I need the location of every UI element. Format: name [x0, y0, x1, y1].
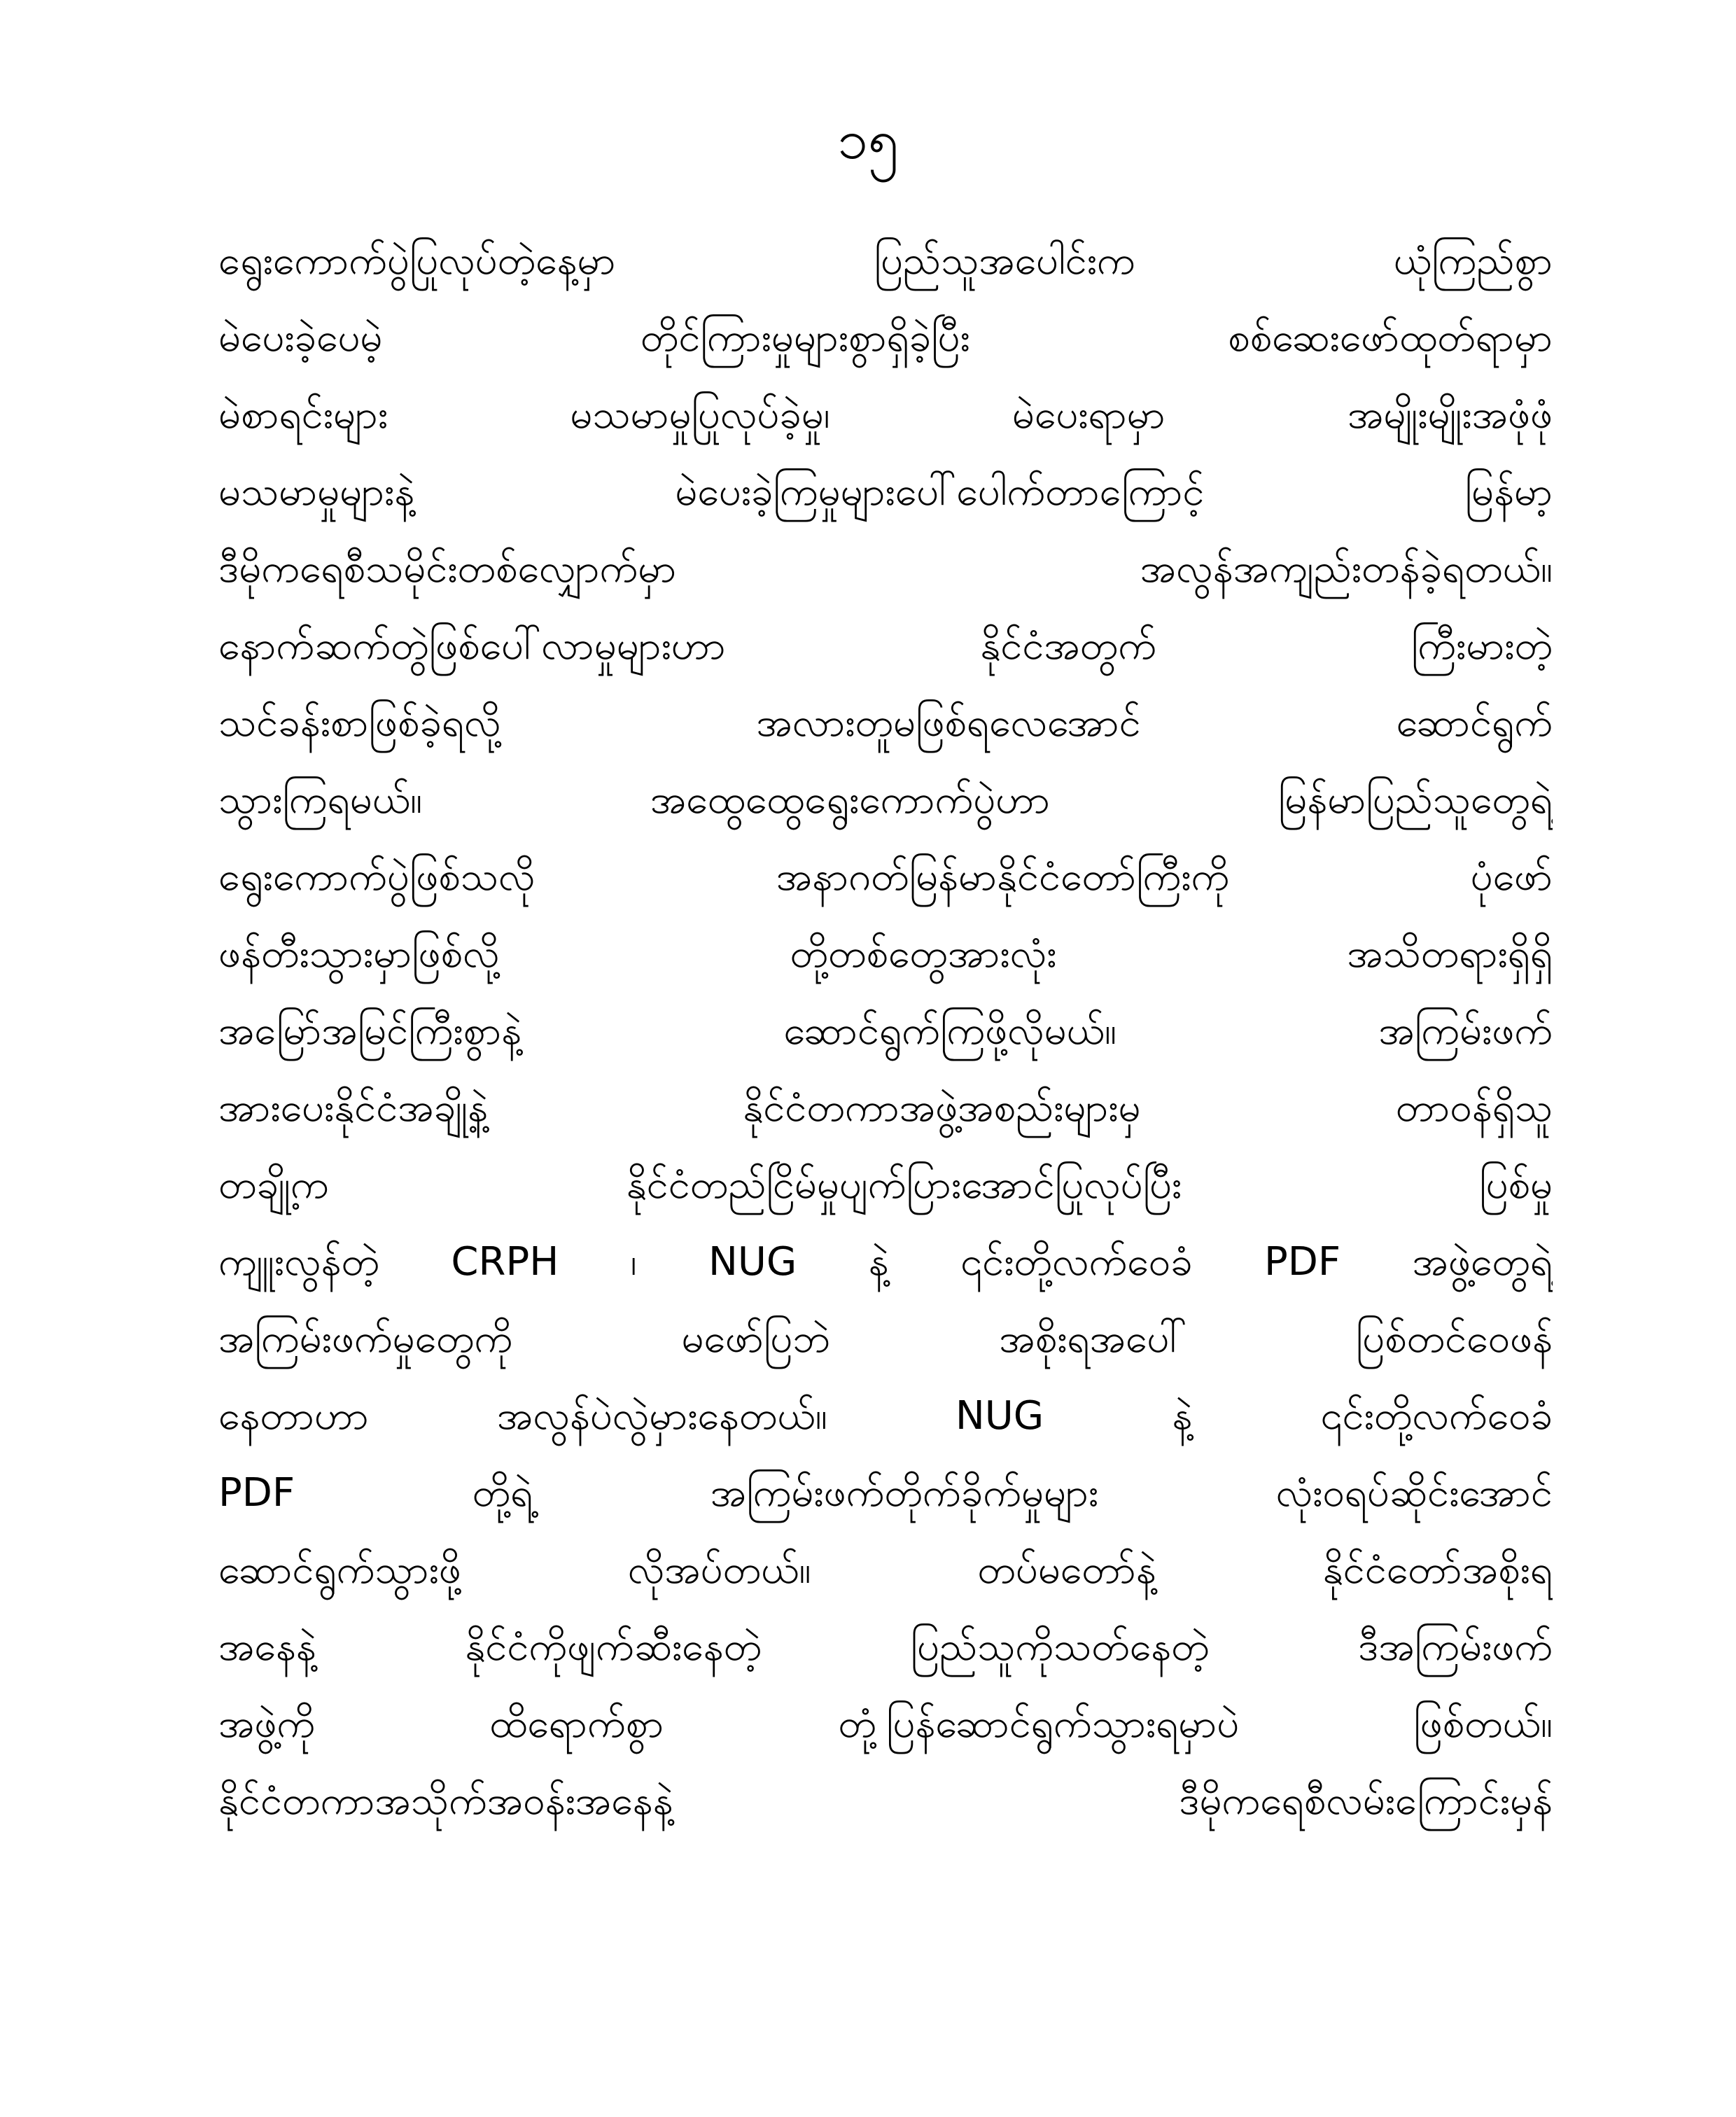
text-line: အမြော်အမြင်ကြီးစွာနဲ့ ဆောင်ရွက်ကြဖို့လိုမယ်။ အကြမ်းဖက်: [218, 1008, 1553, 1054]
text-line: အားပေးနိုင်ငံအချို့နဲ့ နိုင်ငံတကာအဖွဲ့အစည်းများမှ တာဝန်ရှိသူ: [218, 1085, 1553, 1131]
body-paragraph: [218, 223, 1553, 1840]
text-line: မဲစာရင်းများ မသမာမှုပြုလုပ်ခဲ့မှု၊ မဲပေးရာမှာ အမျိုးမျိုးအဖုံဖုံ: [218, 392, 1553, 438]
text-line: သွားကြရမယ်။ အထွေထွေရွေးကောက်ပွဲဟာ မြန်မာပြည်သူတွေရဲ့: [218, 777, 1553, 823]
text-line: ရွေးကောက်ပွဲပြုလုပ်တဲ့နေ့မှာ ပြည်သူအပေါင်းက ယုံကြည်စွာ: [218, 238, 1553, 284]
text-line: တချို့က နိုင်ငံတည်ငြိမ်မှုပျက်ပြားအောင်ပြုလုပ်ပြီး ပြစ်မှု: [218, 1162, 1553, 1208]
text-line: နေတာဟာ အလွန်ပဲလွဲမှားနေတယ်။ NUG နဲ့ ၎င်းတို့လက်ဝေခံ: [218, 1393, 1553, 1439]
text-line: ကျူးလွန်တဲ့ CRPH ၊ NUG နဲ့ ၎င်းတို့လက်ဝေခံ PDF အဖွဲ့တွေရဲ့: [218, 1239, 1553, 1285]
text-line: ဒီမိုကရေစီသမိုင်းတစ်လျှောက်မှာ အလွန်အကျည်းတန်ခဲ့ရတယ်။: [218, 546, 1553, 592]
text-line: သင်ခန်းစာဖြစ်ခဲ့ရလို့ အလားတူမဖြစ်ရလေအောင် ဆောင်ရွက်: [218, 700, 1553, 746]
text-line: ဖန်တီးသွားမှာဖြစ်လို့ တို့တစ်တွေအားလုံး အသိတရားရှိရှိ: [218, 931, 1553, 977]
text-line: နောက်ဆက်တွဲဖြစ်ပေါ်လာမှုများဟာ နိုင်ငံအတွက် ကြီးမားတဲ့: [218, 623, 1553, 669]
text-line: အဖွဲ့ကို ထိရောက်စွာ တုံ့ပြန်ဆောင်ရွက်သွားရမှာပဲ ဖြစ်တယ်။: [218, 1701, 1553, 1747]
text-line: ဆောင်ရွက်သွားဖို့ လိုအပ်တယ်။ တပ်မတော်နဲ့ နိုင်ငံတော်အစိုးရ: [218, 1547, 1553, 1593]
page-number: ၁၅: [837, 109, 899, 172]
text-line: PDF တို့ရဲ့ အကြမ်းဖက်တိုက်ခိုက်မှုများ လုံးဝရပ်ဆိုင်းအောင်: [218, 1470, 1553, 1516]
text-line: အနေနဲ့ နိုင်ငံကိုဖျက်ဆီးနေတဲ့ ပြည်သူကိုသတ်နေတဲ့ ဒီအကြမ်းဖက်: [218, 1624, 1553, 1670]
text-line: ရွေးကောက်ပွဲဖြစ်သလို အနာဂတ်မြန်မာနိုင်ငံတော်ကြီးကို ပုံဖော်: [218, 854, 1553, 900]
text-line: နိုင်ငံတကာအသိုက်အဝန်းအနေနဲ့ ဒီမိုကရေစီလမ်းကြောင်းမှန်: [218, 1778, 1553, 1824]
text-line: မဲပေးခဲ့ပေမဲ့ တိုင်ကြားမှုများစွာရှိခဲ့ပြီး စစ်ဆေးဖော်ထုတ်ရာမှာ: [218, 315, 1553, 361]
text-line: အကြမ်းဖက်မှုတွေကို မဖော်ပြဘဲ အစိုးရအပေါ် ပြစ်တင်ဝေဖန်: [218, 1316, 1553, 1362]
text-line: မသမာမှုများနဲ့ မဲပေးခဲ့ကြမှုများပေါ်ပေါက်တာကြောင့် မြန်မာ့: [218, 469, 1553, 515]
